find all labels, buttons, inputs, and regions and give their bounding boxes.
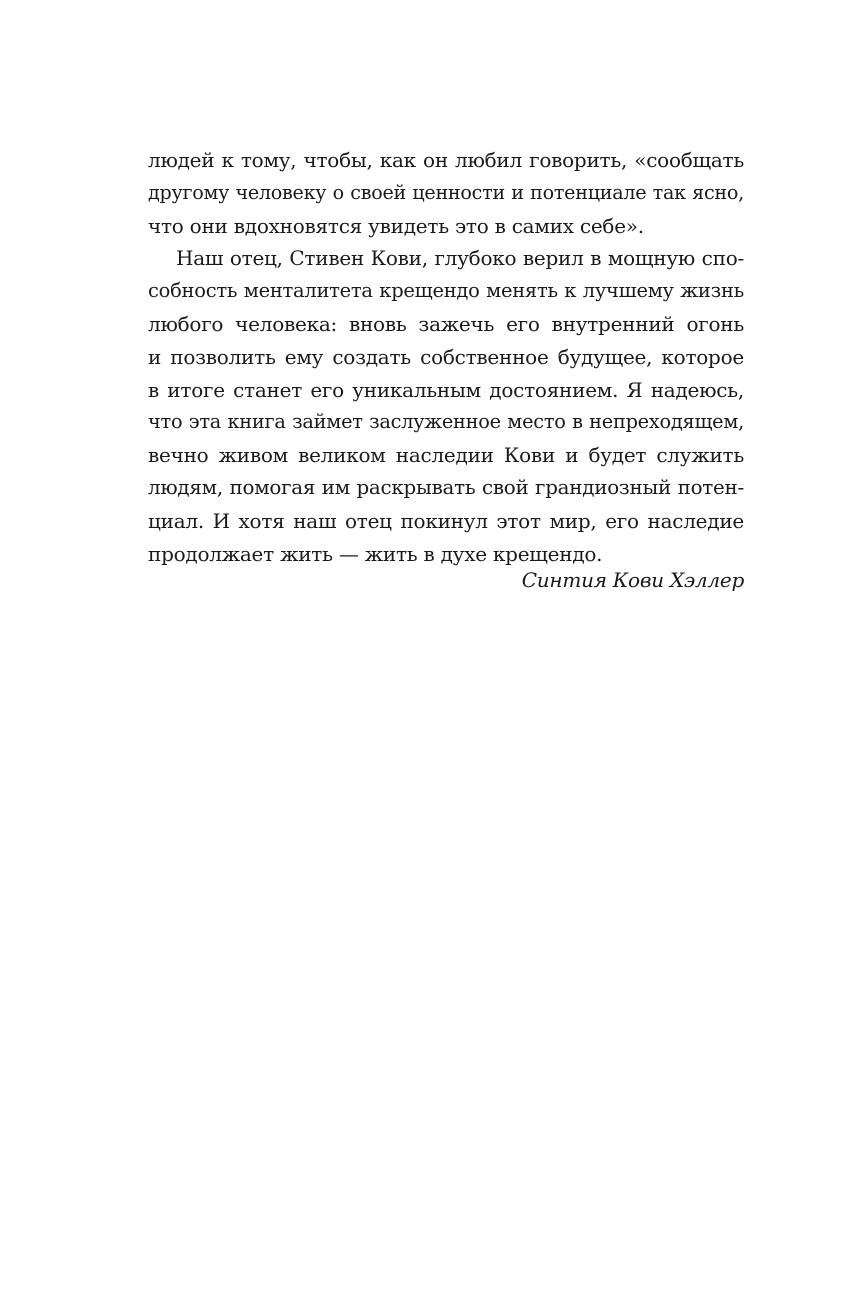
text-line: в итоге станет его уникальным достоянием. Я надеюсь, <box>148 377 744 402</box>
text-line: Наш отец, Стивен Кови, глубоко верил в мощную спо- <box>176 246 744 271</box>
text-line: и позволить ему создать собственное будущее, которое <box>148 344 744 369</box>
text-line: любого человека: вновь зажечь его внутренний огонь <box>148 311 744 336</box>
author-signature: Синтия Кови Хэллер <box>521 568 744 592</box>
text-line: что эта книга займет заслуженное место в непреходящем, <box>148 410 744 434</box>
text-line: собность менталитета крещендо менять к лучшему жизнь <box>148 279 744 303</box>
paragraph-1 <box>148 144 744 242</box>
text-line: продолжает жить — жить в духе крещендо. <box>148 541 603 566</box>
text-line: людям, помогая им раскрывать свой грандиозный потен- <box>148 475 744 499</box>
body-text <box>148 144 744 570</box>
text-line: циал. И хотя наш отец покинул этот мир, его наследие <box>148 508 744 533</box>
text-line: людей к тому, чтобы, как он любил говорить, «сообщать <box>148 148 744 172</box>
text-line: что они вдохновятся увидеть это в самих себе». <box>148 213 644 238</box>
paragraph-2 <box>148 242 744 570</box>
text-line: другому человеку о своей ценности и потенциале так ясно, <box>148 180 744 204</box>
text-line: вечно живом великом наследии Кови и будет служить <box>148 443 744 468</box>
